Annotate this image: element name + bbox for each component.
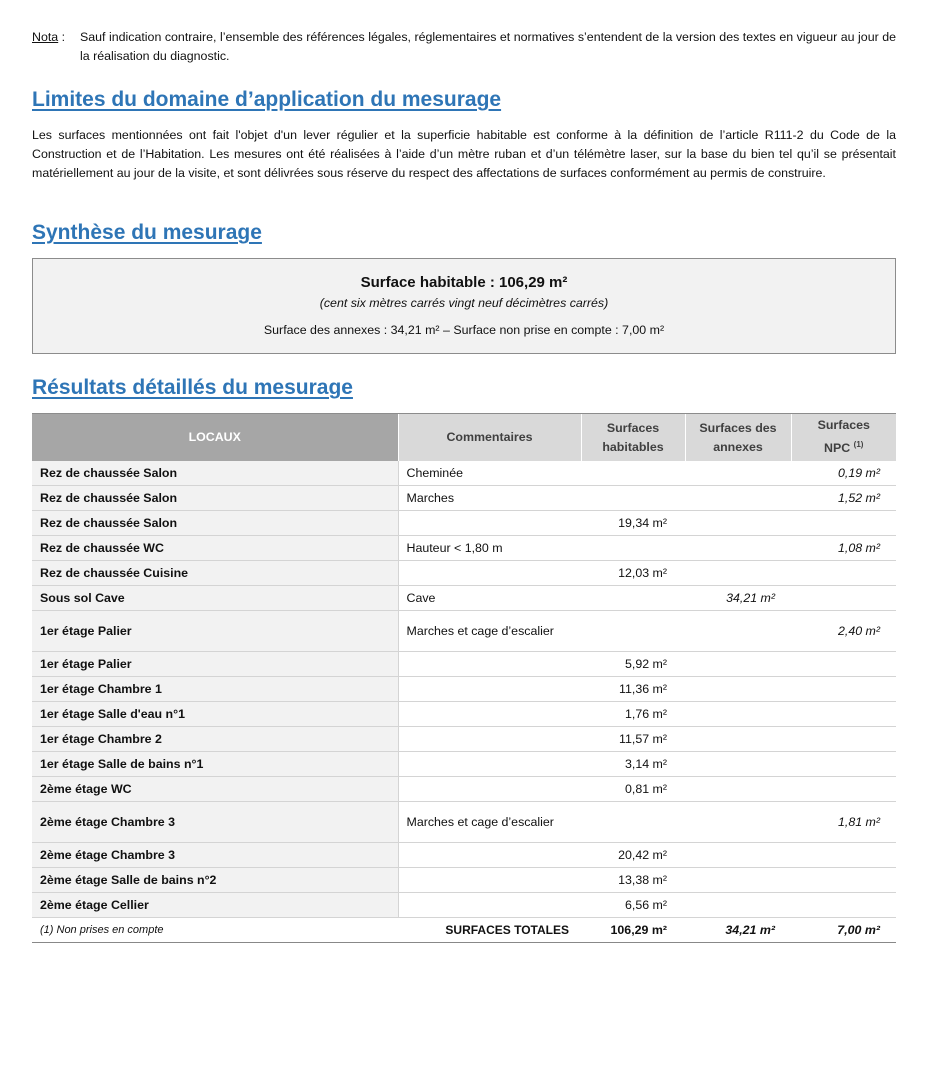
cell-surface-habitable [581, 586, 685, 611]
total-npc: 7,00 m² [791, 918, 896, 943]
table-row [32, 511, 896, 536]
cell-surface-npc: 1,52 m² [791, 486, 896, 511]
cell-surface-habitable: 0,81 m² [581, 777, 685, 802]
cell-surface-npc: 0,19 m² [791, 461, 896, 486]
cell-local: 1er étage Salle d'eau n°1 [32, 702, 398, 727]
cell-surface-npc [791, 677, 896, 702]
cell-surface-annexe [685, 752, 791, 777]
cell-surface-annexe [685, 611, 791, 652]
cell-surface-habitable [581, 802, 685, 843]
cell-surface-annexe [685, 561, 791, 586]
table-row [32, 652, 896, 677]
cell-local: 2ème étage Chambre 3 [32, 843, 398, 868]
table-header-row [32, 414, 896, 462]
table-row [32, 677, 896, 702]
cell-commentaire: Marches et cage d’escalier [398, 611, 581, 652]
table-row [32, 586, 896, 611]
cell-commentaire [398, 561, 581, 586]
cell-surface-habitable [581, 536, 685, 561]
cell-surface-habitable: 20,42 m² [581, 843, 685, 868]
cell-commentaire [398, 652, 581, 677]
cell-commentaire: Marches [398, 486, 581, 511]
nota-text: Sauf indication contraire, l’ensemble des références légales, réglementaires et normatives s’entendent de la version des textes en vigueur au jour de la réalisation du diagnostic. [80, 30, 896, 63]
cell-surface-npc [791, 702, 896, 727]
cell-surface-habitable [581, 486, 685, 511]
surface-in-words: (cent six mètres carrés vingt neuf décimètres carrés) [319, 296, 609, 310]
cell-surface-habitable: 5,92 m² [581, 652, 685, 677]
totals-label: SURFACES TOTALES [398, 918, 581, 943]
surface-habitable-summary: Surface habitable : 106,29 m² [360, 274, 568, 291]
table-row [32, 486, 896, 511]
cell-local: 2ème étage Cellier [32, 893, 398, 918]
cell-surface-annexe [685, 677, 791, 702]
cell-surface-annexe [685, 652, 791, 677]
cell-surface-habitable: 6,56 m² [581, 893, 685, 918]
total-habitable: 106,29 m² [581, 918, 685, 943]
cell-local: Rez de chaussée WC [32, 536, 398, 561]
table-row [32, 777, 896, 802]
cell-surface-npc [791, 561, 896, 586]
cell-surface-annexe [685, 893, 791, 918]
cell-surface-npc [791, 868, 896, 893]
cell-surface-habitable: 3,14 m² [581, 752, 685, 777]
cell-surface-annexe [685, 536, 791, 561]
total-annexes: 34,21 m² [685, 918, 791, 943]
header-surfaces-habitables: Surfaces habitables [581, 414, 685, 462]
cell-surface-habitable: 19,34 m² [581, 511, 685, 536]
cell-surface-annexe [685, 777, 791, 802]
cell-local: 1er étage Palier [32, 611, 398, 652]
cell-commentaire [398, 677, 581, 702]
cell-local: 1er étage Palier [32, 652, 398, 677]
cell-commentaire [398, 752, 581, 777]
cell-surface-habitable [581, 461, 685, 486]
cell-local: Rez de chaussée Salon [32, 461, 398, 486]
cell-surface-npc: 1,08 m² [791, 536, 896, 561]
cell-commentaire [398, 727, 581, 752]
cell-local: 1er étage Chambre 1 [32, 677, 398, 702]
cell-surface-annexe [685, 486, 791, 511]
table-row [32, 752, 896, 777]
table-body [32, 461, 896, 918]
cell-surface-annexe [685, 727, 791, 752]
limites-paragraph: Les surfaces mentionnées ont fait l'objet d'un lever régulier et la superficie habitable est conforme à la définition de l’article R111-2 du Code de la Construction et de l’Habitation. Les mesures ont été réalisées à l’aide d’un mètre ruban et d’un télémètre laser, sur la base du bien tel qu’il se présentait matériellement au jour de la visite, et sont délivrées sous réserve du respect des affectations de surfaces conformément au permis de construire. [32, 128, 896, 180]
cell-surface-npc [791, 652, 896, 677]
header-surfaces-npc: Surfaces NPC $^{(1)}$ [791, 414, 896, 462]
cell-commentaire: Hauteur < 1,80 m [398, 536, 581, 561]
table-row [32, 893, 896, 918]
cell-local: Rez de chaussée Cuisine [32, 561, 398, 586]
header-commentaires: Commentaires [398, 414, 581, 462]
cell-commentaire [398, 843, 581, 868]
cell-surface-npc [791, 511, 896, 536]
cell-surface-npc [791, 777, 896, 802]
cell-surface-npc: 2,40 m² [791, 611, 896, 652]
cell-local: Rez de chaussée Salon [32, 486, 398, 511]
cell-local: 2ème étage WC [32, 777, 398, 802]
cell-local: 2ème étage Salle de bains n°2 [32, 868, 398, 893]
cell-commentaire [398, 702, 581, 727]
cell-surface-annexe [685, 802, 791, 843]
cell-local: 1er étage Chambre 2 [32, 727, 398, 752]
cell-local: Rez de chaussée Salon [32, 511, 398, 536]
table-row [32, 536, 896, 561]
annexes-summary: Surface des annexes : 34,21 m² – Surface non prise en compte : 7,00 m² [263, 323, 665, 337]
cell-commentaire: Marches et cage d’escalier [398, 802, 581, 843]
cell-surface-annexe [685, 702, 791, 727]
table-row [32, 611, 896, 652]
cell-surface-npc [791, 893, 896, 918]
cell-surface-annexe [685, 843, 791, 868]
totals-footnote: (1) Non prises en compte [32, 918, 398, 943]
cell-surface-habitable: 11,57 m² [581, 727, 685, 752]
synthese-box [32, 258, 896, 354]
section-title-synthese: Synthèse du mesurage [32, 221, 262, 244]
nota-block [32, 28, 896, 66]
cell-commentaire [398, 511, 581, 536]
cell-surface-habitable: 11,36 m² [581, 677, 685, 702]
totals-row [32, 918, 896, 943]
cell-surface-habitable: 1,76 m² [581, 702, 685, 727]
cell-surface-annexe: 34,21 m² [685, 586, 791, 611]
section-title-resultats: Résultats détaillés du mesurage [32, 376, 353, 399]
cell-local: Sous sol Cave [32, 586, 398, 611]
header-locaux: LOCAUX [32, 414, 398, 462]
results-table [32, 413, 896, 943]
cell-commentaire [398, 868, 581, 893]
table-row [32, 727, 896, 752]
table-row [32, 802, 896, 843]
header-surfaces-annexes: Surfaces des annexes [685, 414, 791, 462]
cell-surface-annexe [685, 511, 791, 536]
cell-commentaire: Cheminée [398, 461, 581, 486]
nota-label: Nota : [32, 30, 66, 44]
cell-commentaire: Cave [398, 586, 581, 611]
cell-surface-npc [791, 586, 896, 611]
table-row [32, 461, 896, 486]
table-row [32, 868, 896, 893]
section-title-limites: Limites du domaine d’application du mesurage [32, 88, 502, 111]
table-row [32, 702, 896, 727]
table-row [32, 843, 896, 868]
cell-commentaire [398, 893, 581, 918]
cell-local: 2ème étage Chambre 3 [32, 802, 398, 843]
cell-surface-annexe [685, 868, 791, 893]
cell-surface-annexe [685, 461, 791, 486]
cell-surface-npc: 1,81 m² [791, 802, 896, 843]
cell-commentaire [398, 777, 581, 802]
cell-surface-habitable: 12,03 m² [581, 561, 685, 586]
cell-surface-npc [791, 752, 896, 777]
cell-surface-npc [791, 843, 896, 868]
cell-local: 1er étage Salle de bains n°1 [32, 752, 398, 777]
cell-surface-habitable: 13,38 m² [581, 868, 685, 893]
table-row [32, 561, 896, 586]
cell-surface-habitable [581, 611, 685, 652]
cell-surface-npc [791, 727, 896, 752]
